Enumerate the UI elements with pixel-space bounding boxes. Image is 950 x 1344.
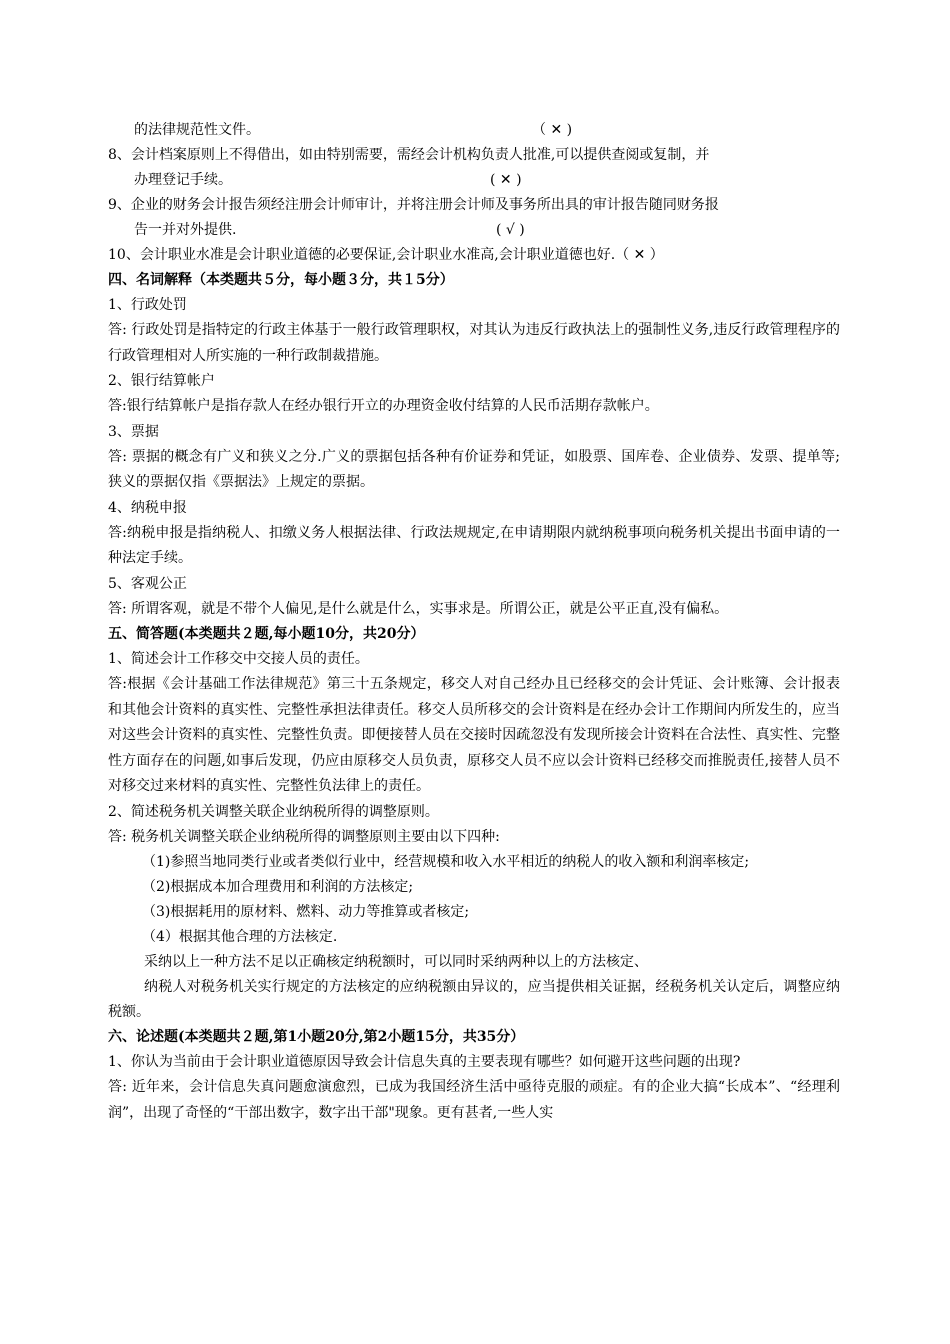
term-1: 1、行政处罚 (108, 297, 187, 313)
essay-question-1: 1、你认为当前由于会计职业道德原因导致会计信息失真的主要表现有哪些？如何避开这些问题的出现? (108, 1053, 741, 1070)
answer-4: 答:纳税申报是指纳税人、扣缴义务人根据法律、行政法规规定,在申请期限内就纳税事项向税务机关提出书面申请的一种法定手续。 (108, 524, 840, 566)
short-answer-1: 答:根据《会计基础工作法律规范》第三十五条规定，移交人对自己经办且已经移交的会计凭证、会计账簿、会计报表和其他会计资料的真实性、完整性承担法律责任。移交人员所移交的会计资料是在经办会计工作期间内所发生的，应当对这些会计资料的真实性、完整性负责。即便接替人员在交接时因疏忽没有发现所接会计资料在合法性、真实性、完整性方面存在的问题,如事后发现，仍应由原移交人员负责，原移交人员不应以会计资料已经移交而推脱责任,接替人员不对移交过来材料的真实性、完整性负法律上的责任。 (108, 676, 840, 794)
section5-heading: 五、简答题(本类题共２题,每小题10分，共20分） (108, 626, 425, 642)
short-answer-2-para-2: 纳税人对税务机关实行规定的方法核定的应纳税额由异议的，应当提供相关证据，经税务机关认定后，调整应纳税额。 (108, 978, 840, 1020)
answer-5: 答: 所谓客观，就是不带个人偏见,是什么就是什么，实事求是。所谓公正，就是公平正直,没有偏私。 (108, 600, 729, 617)
tf-q9-cont-text: 告一并对外提供. (134, 222, 237, 238)
short-answer-2-item-3: （3)根据耗用的原材料、燃料、动力等推算或者核定; (142, 903, 470, 920)
answer-1: 答: 行政处罚是指特定的行政主体基于一般行政管理职权，对其认为违反行政执法上的强制性义务,违反行政管理程序的行政管理相对人所实施的一种行政制裁措施。 (108, 322, 840, 364)
short-answer-2-para-1: 采纳以上一种方法不足以正确核定纳税额时，可以同时采纳两种以上的方法核定、 (144, 953, 648, 970)
tf-q9: 9、企业的财务会计报告须经注册会计师审计，并将注册会计师及事务所出具的审计报告随同财务报 (108, 197, 719, 213)
document-page (108, 118, 840, 1126)
short-answer-2-item-4: （4）根据其他合理的方法核定. (142, 928, 338, 945)
tf-q8-cont-text: 办理登记手续。 (134, 172, 232, 188)
tf-q7-continuation (108, 118, 840, 143)
essay-answer-1: 答: 近年来，会计信息失真问题愈演愈烈，已成为我国经济生活中亟待克服的顽症。有的企业大搞“长成本”、“经理利润”，出现了奇怪的“干部出数字，数字出干部"现象。更有甚者,一些人实 (108, 1079, 840, 1121)
tf-q9-continuation (108, 218, 840, 243)
tf-q10: 10、会计职业水准是会计职业道德的必要保证,会计职业水准高,会计职业道德也好.（ ✕ ） (108, 247, 664, 263)
tf-q8-mark: ( ✕ ) (490, 172, 522, 188)
tf-q8-continuation (108, 168, 840, 193)
term-4: 4、纳税申报 (108, 499, 187, 516)
short-answer-2-intro: 答: 税务机关调整关联企业纳税所得的调整原则主要由以下四种: (108, 828, 500, 845)
term-2: 2、银行结算帐户 (108, 373, 215, 389)
section4-heading: 四、名词解释（本类题共５分，每小题３分，共１5分） (108, 272, 454, 288)
short-answer-2-item-1: （1)参照当地同类行业或者类似行业中，经营规模和收入水平相近的纳税人的收入额和利润率核定; (142, 853, 750, 870)
short-question-2: 2、简述税务机关调整关联企业纳税所得的调整原则。 (108, 803, 439, 820)
short-question-1: 1、简述会计工作移交中交接人员的责任。 (108, 651, 369, 667)
section6-heading: 六、论述题(本类题共２题,第1小题20分,第2小题15分，共35分） (108, 1028, 525, 1045)
tf-q8: 8、会计档案原则上不得借出，如由特别需要，需经会计机构负责人批准,可以提供查阅或复制，并 (108, 147, 710, 163)
term-3: 3、票据 (108, 423, 159, 440)
short-answer-2-item-2: （2)根据成本加合理费用和利润的方法核定; (142, 878, 414, 895)
tf-q7-mark: （ ✕ ) (532, 122, 573, 138)
answer-2: 答:银行结算帐户是指存款人在经办银行开立的办理资金收付结算的人民币活期存款帐户。 (108, 398, 659, 414)
term-5: 5、客观公正 (108, 575, 187, 592)
tf-q7-text: 的法律规范性文件。 (134, 122, 260, 138)
tf-q9-mark: ( √ ) (496, 222, 525, 238)
answer-3: 答: 票据的概念有广义和狭义之分.广义的票据包括各种有价证券和凭证，如股票、国库卷、企业债券、发票、提单等;狭义的票据仅指《票据法》上规定的票据。 (108, 448, 840, 490)
